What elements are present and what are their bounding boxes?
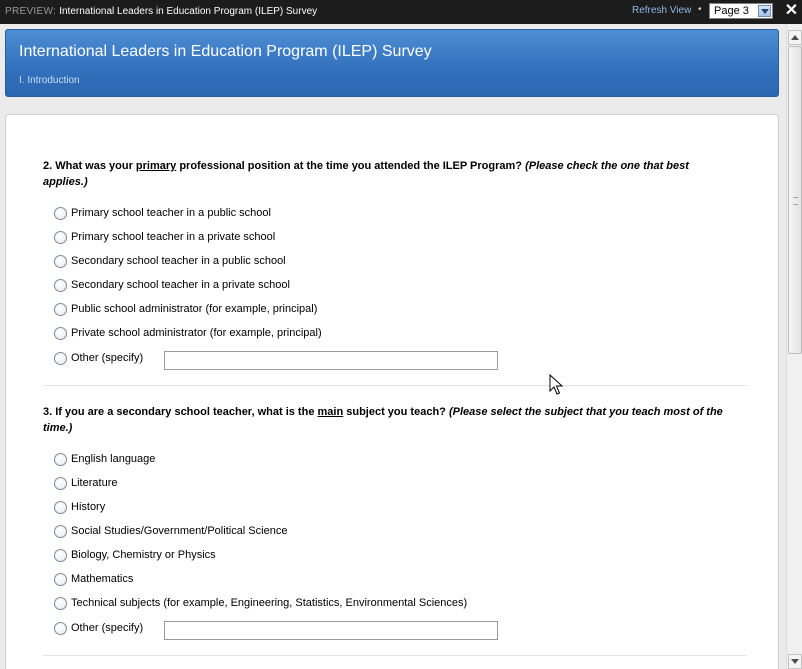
- section-title: I. Introduction: [19, 75, 80, 86]
- page-select[interactable]: [709, 3, 773, 19]
- radio-button[interactable]: [54, 303, 67, 316]
- page-select-value: Page 3: [714, 5, 749, 17]
- q2-other-specify-input[interactable]: [164, 351, 498, 370]
- close-icon[interactable]: ✕: [784, 2, 799, 19]
- scrollbar-thumb[interactable]: [788, 46, 802, 354]
- vertical-scrollbar[interactable]: [786, 24, 802, 669]
- radio-button[interactable]: [54, 501, 67, 514]
- radio-button[interactable]: [54, 279, 67, 292]
- q3-instruction: (Please select the subject that you teach most of the time.): [43, 406, 723, 434]
- radio-button[interactable]: [54, 549, 67, 562]
- chevron-down-icon[interactable]: [758, 5, 771, 17]
- radio-button[interactable]: [54, 597, 67, 610]
- radio-button[interactable]: [54, 255, 67, 268]
- radio-button[interactable]: [54, 352, 67, 365]
- question-3-text: 3. If you are a secondary school teacher, what is the main subject you teach? (Please select the subject that you teach most of the time.): [43, 406, 723, 434]
- survey-header: [5, 29, 779, 97]
- radio-button[interactable]: [54, 525, 67, 538]
- scroll-up-icon[interactable]: [788, 30, 802, 45]
- radio-button[interactable]: [54, 327, 67, 340]
- radio-button[interactable]: [54, 573, 67, 586]
- q2-instruction: (Please check the one that best applies.): [43, 160, 689, 188]
- question-divider: [43, 655, 747, 656]
- preview-survey-title: International Leaders in Education Program (ILEP) Survey: [59, 6, 318, 17]
- radio-button[interactable]: [54, 622, 67, 635]
- q3-emphasis: main: [317, 406, 344, 418]
- scroll-down-icon[interactable]: [788, 654, 802, 669]
- mouse-cursor-icon: [549, 374, 563, 396]
- radio-button[interactable]: [54, 207, 67, 220]
- separator-dot: •: [698, 4, 702, 15]
- q2-emphasis: primary: [135, 160, 177, 172]
- radio-button[interactable]: [54, 477, 67, 490]
- radio-button[interactable]: [54, 231, 67, 244]
- survey-frame: [0, 24, 786, 669]
- preview-bar: [0, 0, 802, 24]
- survey-title: International Leaders in Education Program (ILEP) Survey: [19, 43, 432, 60]
- radio-button[interactable]: [54, 453, 67, 466]
- q3-other-specify-input[interactable]: [164, 621, 498, 640]
- question-card: 2. What was your primary professional position at the time you attended the ILEP Program? (Please check the one that best applies.) Primary school teacher in a public school Primary school teacher in a private school Secondary school teacher in a public school Secondary school teacher in a private school Public school administrator (for example, principal) Private school administrator (for example, principal) Other (specify) 3. If you are a secondary school teacher, what is the main subject you teach? (Please select the subject that you teach most of the time.) English language Literature History Social Studies/Government/Political Science Biology, Chemistry or Physics Mathematics Technical subjects (for example, Engineering, Statistics, Environmental Sciences) Other (specify): [5, 114, 779, 669]
- refresh-view-link[interactable]: Refresh View: [632, 5, 692, 16]
- question-divider: [43, 385, 747, 386]
- preview-label: PREVIEW: International Leaders in Education Program (ILEP) Survey: [5, 6, 318, 17]
- question-2-text: 2. What was your primary professional position at the time you attended the ILEP Program? (Please check the one that best applies.): [43, 160, 689, 188]
